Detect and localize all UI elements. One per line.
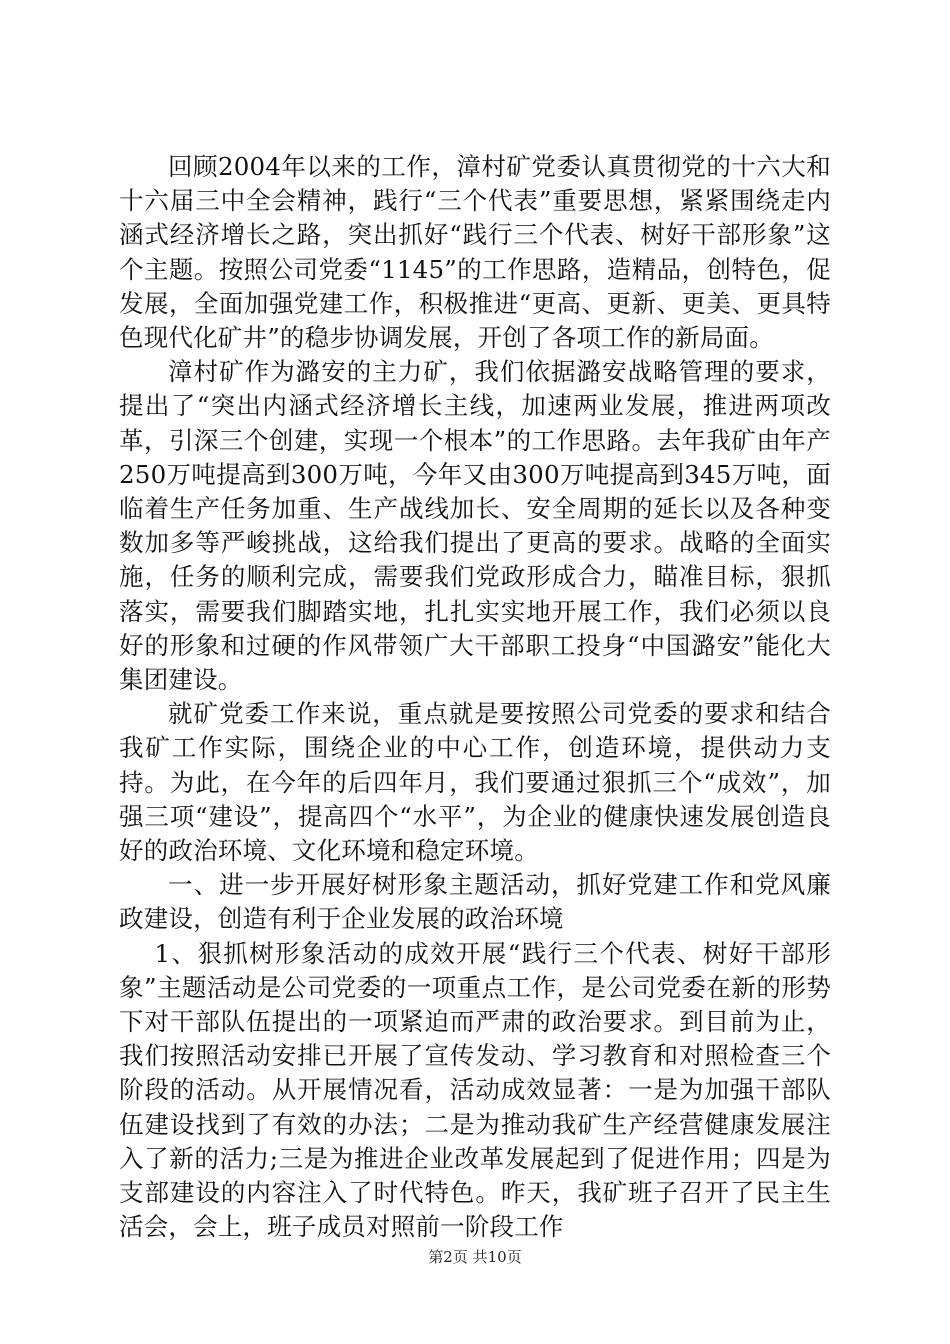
paragraph-party-work: 就矿党委工作来说，重点就是要按照公司党委的要求和结合我矿工作实际，围绕企业的中心工作，创造环境，提供动力支持。为此，在今年的后四年月，我们要通过狠抓三个“成效”，加强三项“建设”，提高四个“水平”，为企业的健康快速发展创造良好的政治环境、文化环境和稳定环境。	[119, 699, 831, 866]
paragraph-review-2004: 回顾2004年以来的工作，漳村矿党委认真贯彻党的十六大和十六届三中全会精神，践行“三个代表”重要思想，紧紧围绕走内涵式经济增长之路，突出抓好“践行三个代表、树好干部形象”这个主题。按照公司党委“1145”的工作思路，造精品，创特色，促发展，全面加强党建工作，积极推进“更高、更新、更美、更具特色现代化矿井”的稳步协调发展，开创了各项工作的新局面。	[119, 152, 831, 353]
paragraph-main-mine: 漳村矿作为潞安的主力矿，我们依据潞安战略管理的要求，提出了“突出内涵式经济增长主线，加速两业发展，推进两项改革，引深三个创建，实现一个根本”的工作思路。去年我矿由年产250万吨提高到300万吨，今年又由300万吨提高到345万吨，面临着生产任务加重、生产战线加长、安全周期的延长以及各种变数加多等严峻挑战，这给我们提出了更高的要求。战略的全面实施，任务的顺利完成，需要我们党政形成合力，瞄准目标，狠抓落实，需要我们脚踏实地，扎扎实实地开展工作，我们必须以良好的形象和过硬的作风带领广大干部职工投身“中国潞安”能化大集团建设。	[119, 357, 831, 695]
paragraph-item-1: 1、狠抓树形象活动的成效开展“践行三个代表、树好干部形象”主题活动是公司党委的一项重点工作，是公司党委在新的形势下对干部队伍提出的一项紧迫而严肃的政治要求。到目前为止，我们按照活动安排已开展了宣传发动、学习教育和对照检查三个阶段的活动。从开展情况看，活动成效显著：一是为加强干部队伍建设找到了有效的办法；二是为推动我矿生产经营健康发展注入了新的活力;三是为推进企业改革发展起到了促进作用；四是为支部建设的内容注入了时代特色。昨天，我矿班子召开了民主生活会，会上，班子成员对照前一阶段工作	[119, 938, 831, 1242]
section-heading-one: 一、进一步开展好树形象主题活动，抓好党建工作和党风廉政建设，创造有利于企业发展的政治环境	[119, 870, 831, 934]
page-number-footer: 第2页 共10页	[428, 1248, 522, 1266]
document-body	[119, 150, 831, 1245]
